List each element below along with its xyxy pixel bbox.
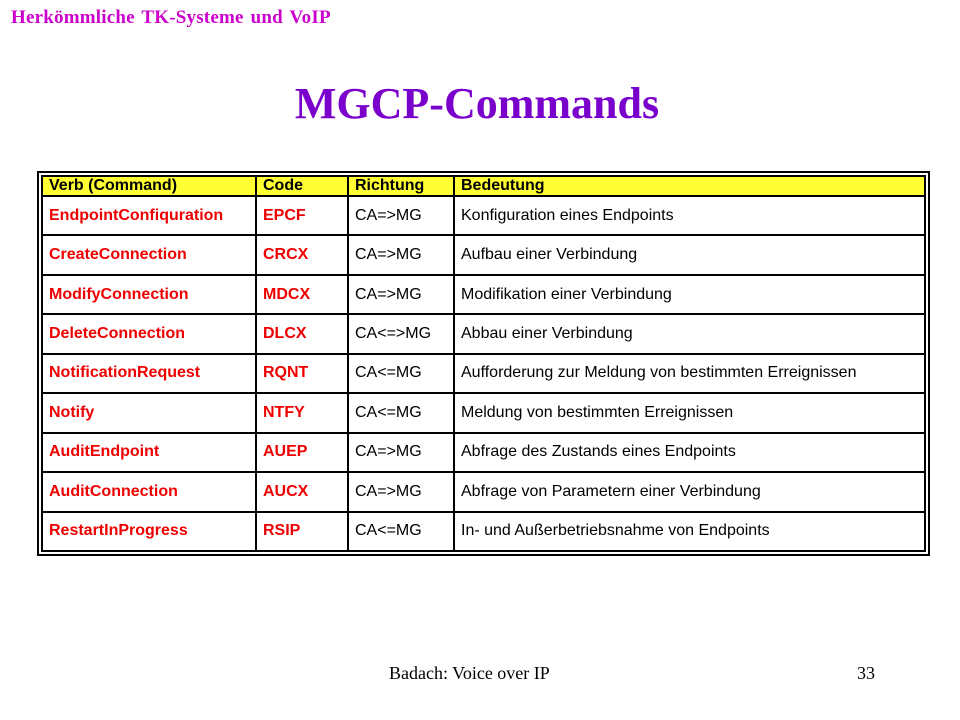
command-direction: CA<=MG [348,354,454,393]
command-direction: CA<=MG [348,393,454,432]
section-header: Herkömmliche TK-Systeme und VoIP [11,7,331,28]
page-number: 33 [857,663,875,683]
command-meaning: Abfrage von Parametern einer Verbindung [454,472,925,511]
command-meaning: Abbau einer Verbindung [454,314,925,353]
command-code: MDCX [256,275,348,314]
command-meaning: Konfiguration eines Endpoints [454,196,925,235]
command-direction: CA=>MG [348,472,454,511]
column-header-verb: Verb (Command) [42,176,256,196]
table-row [42,354,925,393]
command-meaning: Meldung von bestimmten Erreignissen [454,393,925,432]
footer-source: Badach: Voice over IP [389,663,550,683]
table-row [42,314,925,353]
command-code: EPCF [256,196,348,235]
command-meaning: Abfrage des Zustands eines Endpoints [454,433,925,472]
column-header-meaning: Bedeutung [454,176,925,196]
column-header-direction: Richtung [348,176,454,196]
command-code: DLCX [256,314,348,353]
command-direction: CA=>MG [348,235,454,274]
command-verb: RestartInProgress [42,512,256,552]
table-row [42,393,925,432]
command-meaning: Aufbau einer Verbindung [454,235,925,274]
command-verb: CreateConnection [42,235,256,274]
column-header-code: Code [256,176,348,196]
command-code: NTFY [256,393,348,432]
table-row [42,196,925,235]
command-code: RQNT [256,354,348,393]
table-row [42,275,925,314]
table-row [42,512,925,552]
table-row [42,433,925,472]
command-code: AUCX [256,472,348,511]
table-row [42,235,925,274]
command-code: AUEP [256,433,348,472]
table-row [42,472,925,511]
commands-table [41,175,926,552]
command-direction: CA<=>MG [348,314,454,353]
command-verb: AuditConnection [42,472,256,511]
table-header-row [42,176,925,196]
command-meaning: Aufforderung zur Meldung von bestimmten Erreignissen [454,354,925,393]
command-meaning: In- und Außerbetriebsnahme von Endpoints [454,512,925,552]
command-meaning: Modifikation einer Verbindung [454,275,925,314]
command-direction: CA=>MG [348,196,454,235]
slide-title: MGCP-Commands [294,79,660,128]
commands-table-frame [37,171,930,556]
command-code: CRCX [256,235,348,274]
command-direction: CA=>MG [348,275,454,314]
command-direction: CA=>MG [348,433,454,472]
command-verb: Notify [42,393,256,432]
command-verb: NotificationRequest [42,354,256,393]
command-verb: DeleteConnection [42,314,256,353]
command-verb: ModifyConnection [42,275,256,314]
command-verb: EndpointConfiquration [42,196,256,235]
command-direction: CA<=MG [348,512,454,552]
command-verb: AuditEndpoint [42,433,256,472]
command-code: RSIP [256,512,348,552]
